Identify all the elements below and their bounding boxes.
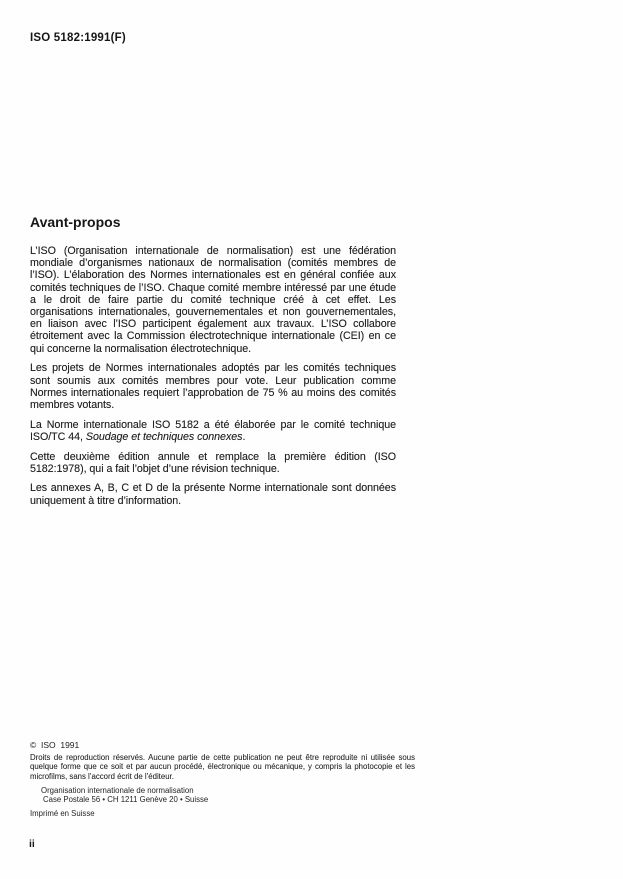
- foreword-title: Avant-propos: [30, 214, 121, 230]
- committee-name-italic: Soudage et techniques connexes: [85, 430, 243, 443]
- copyright-block: [30, 740, 415, 818]
- paragraph-committee: [30, 419, 396, 443]
- foreword-body: [30, 245, 396, 514]
- page-number: ii: [29, 838, 35, 850]
- paragraph-iso-federation: L’ISO (Organisation internationale de normalisation) est une fédération mondiale d’organismes nationaux de normalisation (comités membres de l’ISO). L’élaboration des Normes internationales est en général confiée aux comités techniques de l’ISO. Chaque comité membre intéressé par une étude a le droit de faire partie du comité technique créé à cet effet. Les organisations internationales, gouvernementales et non gouvernementales, en liaison avec l’ISO participent également aux travaux. L’ISO collabore étroitement avec la Commission électrotechnique internationale (CEI) en ce qui concerne la normalisation électrotechnique.: [30, 245, 396, 355]
- copyright-line: © ISO 1991: [30, 740, 80, 750]
- paragraph-second-edition: Cette deuxième édition annule et remplace la première édition (ISO 5182:1978), qui a fait l’objet d’une révision technique.: [30, 450, 396, 475]
- paragraph-draft-standards: Les projets de Normes internationales adoptés par les comités techniques sont soumis aux comités membres pour vote. Leur publication comme Normes internationales requiert l’approbation de 75 % au moins des comités membres votants.: [30, 362, 396, 411]
- paragraph-committee-period: .: [242, 430, 246, 443]
- printed-in-notice: Imprimé en Suisse: [30, 808, 95, 818]
- publisher-organisation: Organisation internationale de normalisation: [41, 785, 194, 795]
- paragraph-annexes: Les annexes A, B, C et D de la présente Norme internationale sont données uniquement à titre d’information.: [30, 482, 396, 507]
- publisher-address: Case Postale 56 • CH 1211 Genève 20 • Suisse: [43, 795, 209, 805]
- copyright-notice: Droits de reproduction réservés. Aucune partie de cette publication ne peut être reproduite ni utilisée sous quelque forme que ce soit et par aucun procédé, électronique ou mécanique, y compris la photocopie et les microfilms, sans l’accord écrit de l’éditeur.: [30, 753, 415, 781]
- document-reference-header: ISO 5182:1991(F): [30, 32, 126, 44]
- paragraph-committee-text: La Norme internationale ISO 5182 a été élaborée par le comité technique ISO/TC 44,: [30, 418, 396, 443]
